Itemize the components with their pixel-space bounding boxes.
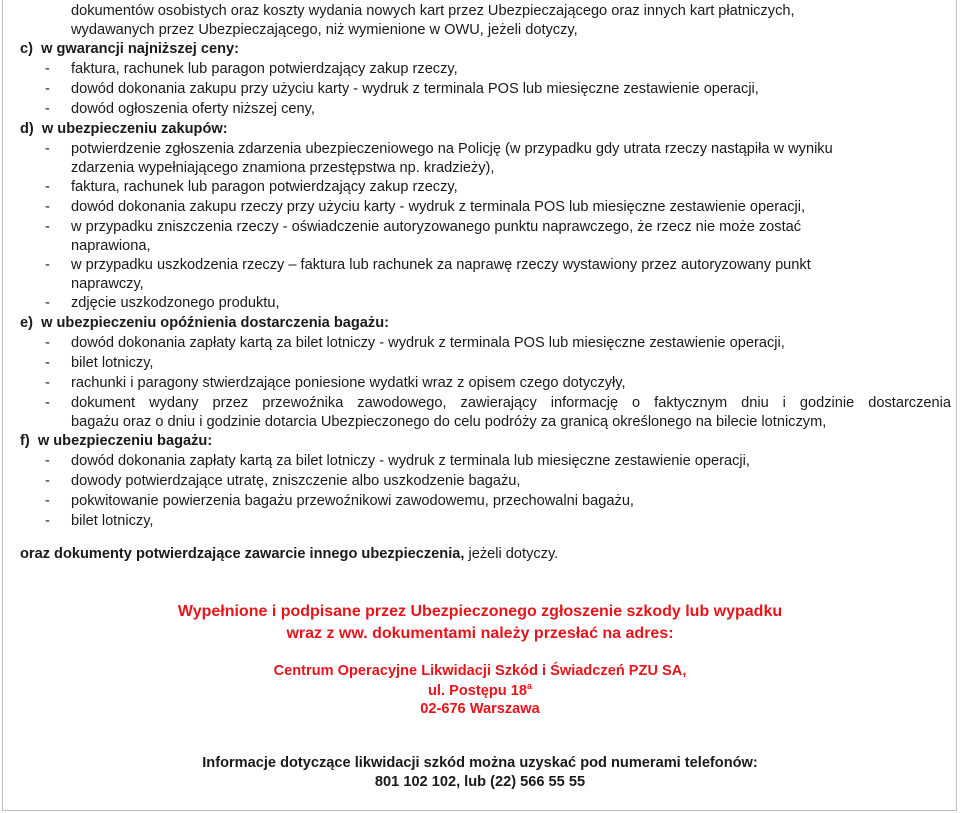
list-item-continuation: bagażu oraz o dniu i godzinie dotarcia Ubezpieczonego do celu podróży za granicą określonego na bilecie lotniczym, xyxy=(71,414,827,430)
list-item-continuation: naprawiona, xyxy=(71,238,151,254)
list-item: bilet lotniczy, xyxy=(71,355,154,371)
list-item: bilet lotniczy, xyxy=(71,513,154,529)
section-c-heading: c) w gwarancji najniższej ceny: xyxy=(20,41,239,57)
list-marker: - xyxy=(45,513,50,529)
list-item: potwierdzenie zgłoszenia zdarzenia ubezpieczeniowego na Policję (w przypadku gdy utrata rzeczy nastąpiła w wyniku xyxy=(71,141,833,157)
list-item: zdjęcie uszkodzonego produktu, xyxy=(71,295,280,311)
list-marker: - xyxy=(45,199,50,215)
list-item-continuation: zdarzenia wypełniającego znamiona przestępstwa np. kradzieży), xyxy=(71,160,495,176)
contact-info: Informacje dotyczące likwidacji szkód można uzyskać pod numerami telefonów: xyxy=(202,755,758,771)
list-item: rachunki i paragony stwierdzające poniesione wydatki wraz z opisem czego dotyczyły, xyxy=(71,375,626,391)
list-marker: - xyxy=(45,355,50,371)
instruction-line: wraz z ww. dokumentami należy przesłać na adres: xyxy=(286,625,674,642)
list-marker: - xyxy=(45,61,50,77)
address-name: Centrum Operacyjne Likwidacji Szkód i Świadczeń PZU SA, xyxy=(273,663,687,679)
note-normal: jeżeli dotyczy. xyxy=(464,546,559,562)
list-item: dowody potwierdzające utratę, zniszczenie albo uszkodzenie bagażu, xyxy=(71,473,521,489)
list-item: dowód dokonania zapłaty kartą za bilet lotniczy - wydruk z terminala POS lub miesięczne zestawienie operacji, xyxy=(71,335,785,351)
list-marker: - xyxy=(45,493,50,509)
list-marker: - xyxy=(45,257,50,273)
list-item: dowód dokonania zakupu rzeczy przy użyciu karty - wydruk z terminala POS lub miesięczne zestawienie operacji, xyxy=(71,199,806,215)
list-marker: - xyxy=(45,453,50,469)
list-item: pokwitowanie powierzenia bagażu przewoźnikowi zawodowemu, przechowalni bagażu, xyxy=(71,493,634,509)
list-item: w przypadku uszkodzenia rzeczy – faktura lub rachunek za naprawę rzeczy wystawiony przez autoryzowany punkt xyxy=(71,257,811,273)
note-bold: oraz dokumenty potwierdzające zawarcie innego ubezpieczenia, xyxy=(20,546,465,562)
list-marker: - xyxy=(45,179,50,195)
list-item: dowód dokonania zakupu przy użyciu karty - wydruk z terminala POS lub miesięczne zestawienie operacji, xyxy=(71,81,759,97)
list-marker: - xyxy=(45,141,50,157)
list-marker: - xyxy=(45,219,50,235)
list-marker: - xyxy=(45,395,50,411)
list-item: dowód dokonania zapłaty kartą za bilet lotniczy - wydruk z terminala lub miesięczne zestawienie operacji, xyxy=(71,453,750,469)
address-street: ul. Postępu 18$^a$ xyxy=(428,681,532,699)
list-marker: - xyxy=(45,375,50,391)
additional-documents-note xyxy=(20,545,558,564)
intro-line: wydawanych przez Ubezpieczającego, niż wymienione w OWU, jeżeli dotyczy, xyxy=(71,22,578,38)
list-item: dokument wydany przez przewoźnika zawodowego, zawierający informację o faktycznym dniu i godzinie dostarczenia xyxy=(71,395,951,411)
list-item: faktura, rachunek lub paragon potwierdzający zakup rzeczy, xyxy=(71,61,458,77)
contact-phones: 801 102 102, lub (22) 566 55 55 xyxy=(374,774,586,790)
section-d-heading: d) w ubezpieczeniu zakupów: xyxy=(20,121,228,137)
list-marker: - xyxy=(45,81,50,97)
list-marker: - xyxy=(45,335,50,351)
instruction-line: Wypełnione i podpisane przez Ubezpieczonego zgłoszenie szkody lub wypadku xyxy=(177,603,783,620)
list-item: dowód ogłoszenia oferty niższej ceny, xyxy=(71,101,315,117)
intro-line: dokumentów osobistych oraz koszty wydania nowych kart przez Ubezpieczającego oraz innych kart płatniczych, xyxy=(71,3,795,19)
list-marker: - xyxy=(45,473,50,489)
section-e-heading: e) w ubezpieczeniu opóźnienia dostarczenia bagażu: xyxy=(20,315,389,331)
list-item-continuation: naprawczy, xyxy=(71,276,144,292)
list-item: w przypadku zniszczenia rzeczy - oświadczenie autoryzowanego punktu naprawczego, że rzecz nie może zostać xyxy=(71,219,802,235)
list-item: faktura, rachunek lub paragon potwierdzający zakup rzeczy, xyxy=(71,179,458,195)
list-marker: - xyxy=(45,101,50,117)
address-city: 02-676 Warszawa xyxy=(420,701,540,717)
section-f-heading: f) w ubezpieczeniu bagażu: xyxy=(20,433,213,449)
list-marker: - xyxy=(45,295,50,311)
